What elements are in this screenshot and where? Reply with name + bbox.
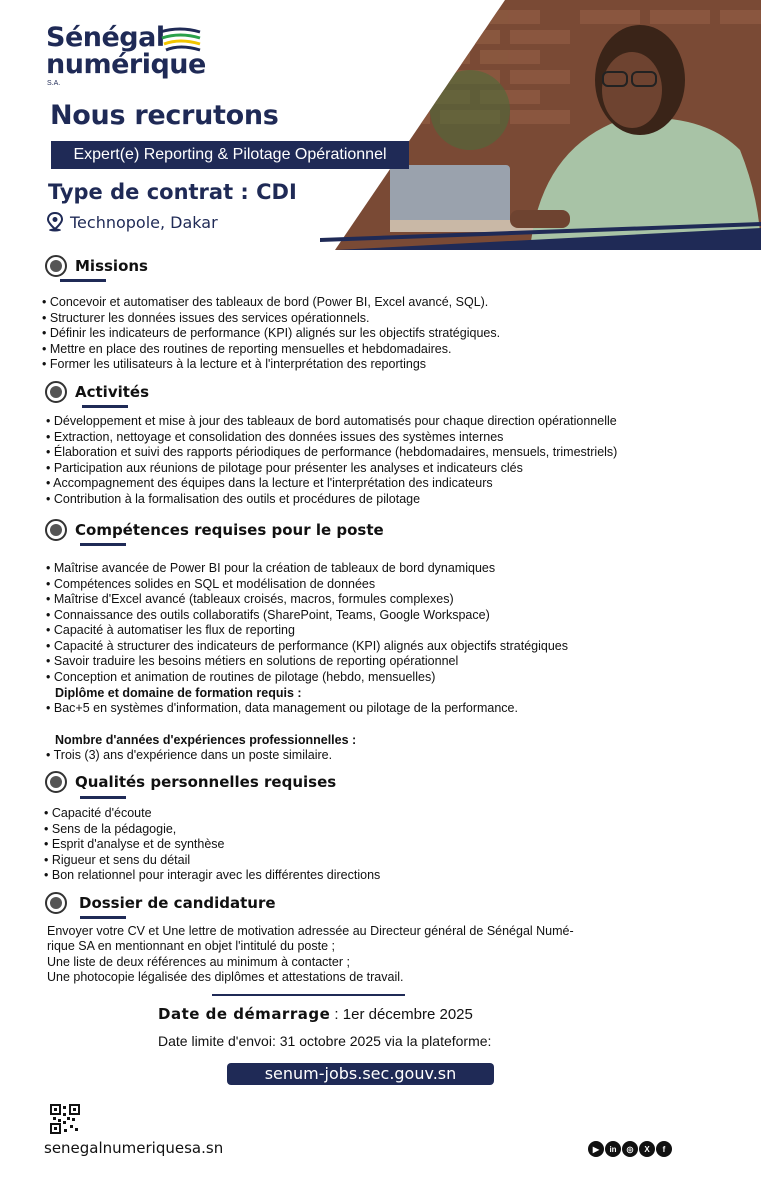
application-url-link[interactable]: senum-jobs.sec.gouv.sn [227,1063,494,1085]
list-item: • Maîtrise avancée de Power BI pour la création de tableaux de bord dynamiques [46,561,568,577]
diplome-title: Diplôme et domaine de formation requis : [55,686,302,700]
list-item: • Compétences solides en SQL et modélisation de données [46,577,568,593]
dossier-line3: Une liste de deux références au minimum à contacter ; [47,955,350,969]
job-title-banner: Expert(e) Reporting & Pilotage Opérationnel [51,141,409,169]
qr-code-icon[interactable] [50,1104,80,1134]
list-item: • Élaboration et suivi des rapports périodiques de performance (hebdomadaires, mensuels, trimestriels) [46,445,617,461]
competences-header [45,519,384,541]
location-pin-icon [46,212,64,232]
dossier-header [45,892,276,914]
senegal-numerique-logo [46,24,206,87]
start-date-label: Date de démarrage [158,1005,331,1023]
qualites-header [45,771,336,793]
qualites-title: Qualités personnelles requises [75,773,337,791]
list-item: • Esprit d'analyse et de synthèse [44,837,380,853]
diplome-list [46,701,518,717]
contract-type: Type de contrat : CDI [48,180,297,204]
list-item: • Bac+5 en systèmes d'information, data management ou pilotage de la performance. [46,701,518,717]
missions-list [42,295,500,373]
list-item: • Capacité d'écoute [44,806,380,822]
location [46,212,218,232]
dossier-title: Dossier de candidature [79,894,276,912]
qualites-list [44,806,380,884]
missions-header [45,255,148,277]
list-item: • Développement et mise à jour des tableaux de bord automatisés pour chaque direction opérationnelle [46,414,617,430]
dossier-underline [80,916,126,919]
youtube-icon[interactable]: ▶ [588,1141,604,1157]
list-item: • Sens de la pédagogie, [44,822,380,838]
qualites-underline [80,796,126,799]
list-item: • Bon relationnel pour interagir avec les différentes directions [44,868,380,884]
list-item: • Contribution à la formalisation des outils et procédures de pilotage [46,492,617,508]
start-date-value: : 1er décembre 2025 [330,1006,473,1023]
list-item: • Concevoir et automatiser des tableaux de bord (Power BI, Excel avancé, SQL). [42,295,500,311]
social-links [588,1141,672,1157]
list-item: • Définir les indicateurs de performance (KPI) alignés sur les objectifs stratégiques. [42,326,500,342]
missions-title: Missions [75,257,148,275]
list-item: • Maîtrise d'Excel avancé (tableaux croisés, macros, formules complexes) [46,592,568,608]
list-item: • Former les utilisateurs à la lecture et à l'interprétation des reportings [42,357,500,373]
logo-sa: S.A. [47,80,61,87]
website-link[interactable]: senegalnumeriquesa.sn [44,1139,224,1157]
instagram-icon[interactable]: ◎ [622,1141,638,1157]
competences-underline [80,543,126,546]
experience-title: Nombre d'années d'expériences professionnelles : [55,733,357,747]
missions-underline [60,279,106,282]
list-item: • Mettre en place des routines de reporting mensuelles et hebdomadaires. [42,342,500,358]
list-item: • Conception et animation de routines de pilotage (hebdo, mensuelles) [46,670,568,686]
facebook-icon[interactable]: f [656,1141,672,1157]
competences-list [46,561,568,685]
x-twitter-icon[interactable]: X [639,1141,655,1157]
dossier-line2: rique SA en mentionnant en objet l'intitulé du poste ; [47,939,336,953]
logo-line2: numérique [46,49,206,80]
dossier-line1: Envoyer votre CV et Une lettre de motivation adressée au Directeur général de Sénégal Numé- [47,924,574,938]
target-bullet-icon [45,892,67,914]
deadline: Date limite d'envoi: 31 octobre 2025 via la plateforme: [158,1033,492,1049]
list-item: • Capacité à structurer des indicateurs de performance (KPI) alignés aux objectifs stratégiques [46,639,568,655]
list-item: • Accompagnement des équipes dans la lecture et l'interprétation des indicateurs [46,476,617,492]
target-bullet-icon [45,255,67,277]
activites-header [45,381,149,403]
list-item: • Trois (3) ans d'expérience dans un poste similaire. [46,748,332,764]
list-item: • Connaissance des outils collaboratifs (SharePoint, Teams, Google Workspace) [46,608,568,624]
dossier-line4: Une photocopie légalisée des diplômes et attestations de travail. [47,970,404,984]
list-item: • Extraction, nettoyage et consolidation des données issues des systèmes internes [46,430,617,446]
list-item: • Savoir traduire les besoins métiers en solutions de reporting opérationnel [46,654,568,670]
target-bullet-icon [45,381,67,403]
logo-line1: Sénégal [46,22,165,53]
list-item: • Rigueur et sens du détail [44,853,380,869]
activites-underline [82,405,128,408]
footer-divider [212,994,405,996]
flag-wave-icon [158,26,202,56]
list-item: • Participation aux réunions de pilotage pour présenter les analyses et indicateurs clés [46,461,617,477]
activites-title: Activités [75,383,150,401]
competences-title: Compétences requises pour le poste [75,521,384,539]
list-item: • Capacité à automatiser les flux de reporting [46,623,568,639]
target-bullet-icon [45,771,67,793]
page-title: Nous recrutons [50,100,279,131]
linkedin-icon[interactable]: in [605,1141,621,1157]
experience-list [46,748,332,764]
list-item: • Structurer les données issues des services opérationnels. [42,311,500,327]
activites-list [46,414,617,507]
target-bullet-icon [45,519,67,541]
start-date [158,1005,473,1023]
location-text: Technopole, Dakar [70,212,218,232]
